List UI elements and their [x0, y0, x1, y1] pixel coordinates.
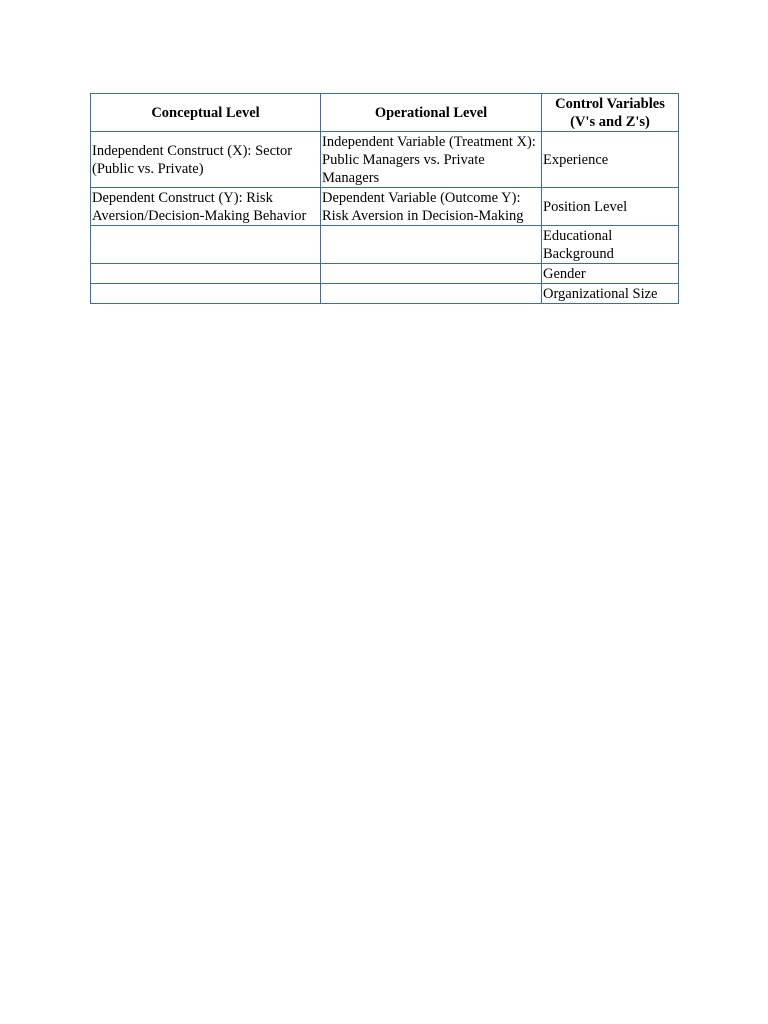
cell-operational	[321, 284, 542, 304]
table-row	[91, 284, 679, 304]
cell-operational	[321, 264, 542, 284]
table-row	[91, 188, 679, 226]
cell-conceptual	[91, 284, 321, 304]
cell-control: Position Level	[542, 188, 679, 226]
cell-operational	[321, 226, 542, 264]
header-control-variables: Control Variables (V's and Z's)	[542, 94, 679, 132]
cell-conceptual: Independent Construct (X): Sector (Public vs. Private)	[91, 132, 321, 188]
cell-operational: Independent Variable (Treatment X): Public Managers vs. Private Managers	[321, 132, 542, 188]
cell-control: Organizational Size	[542, 284, 679, 304]
cell-control: Experience	[542, 132, 679, 188]
cell-conceptual	[91, 226, 321, 264]
header-operational-level: Operational Level	[321, 94, 542, 132]
table-header-row	[91, 94, 679, 132]
variables-table	[90, 93, 679, 304]
cell-operational: Dependent Variable (Outcome Y): Risk Aversion in Decision-Making	[321, 188, 542, 226]
cell-control: Gender	[542, 264, 679, 284]
table-row	[91, 132, 679, 188]
cell-conceptual	[91, 264, 321, 284]
table-row	[91, 264, 679, 284]
table-row	[91, 226, 679, 264]
header-conceptual-level: Conceptual Level	[91, 94, 321, 132]
cell-conceptual: Dependent Construct (Y): Risk Aversion/Decision-Making Behavior	[91, 188, 321, 226]
cell-control: Educational Background	[542, 226, 679, 264]
